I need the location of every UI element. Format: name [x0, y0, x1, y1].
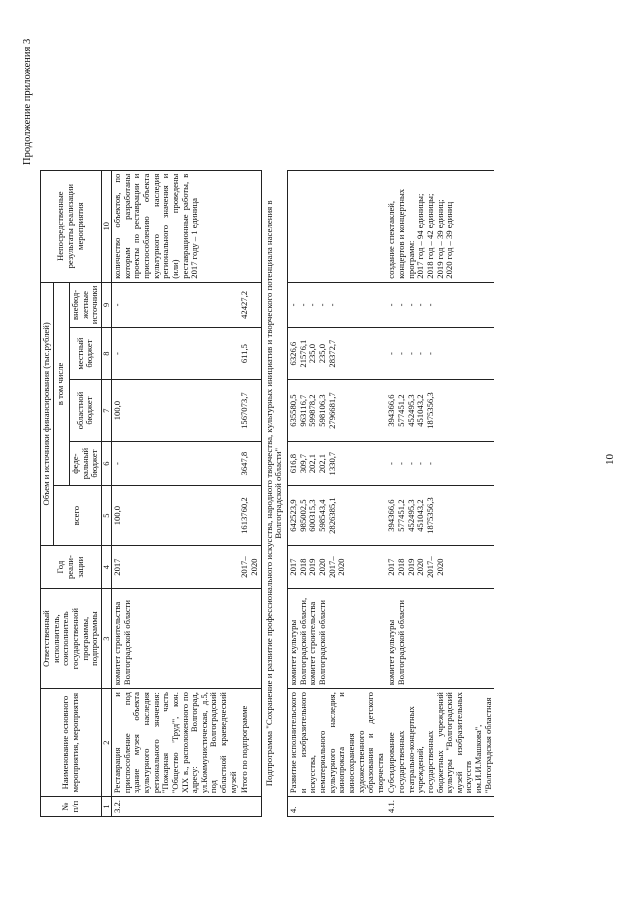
header-funding: Объем и источники финансирования (тыс.рублей): [41, 282, 54, 545]
row-num: 3.2.: [112, 797, 240, 817]
subtotal-federal: 3647,8: [239, 442, 261, 486]
row-local: 6326,6 21576,1 235,0 235,0 28372,7: [288, 328, 387, 380]
col-number: 3: [101, 589, 111, 689]
subtotal-year: 2017–2020: [239, 546, 261, 589]
row-extrabudget: -: [112, 282, 240, 327]
subtotal-local: 611,5: [239, 328, 261, 380]
row-total: 642523,9 985002,5 600315,3 598543,4 2826385,1: [288, 486, 387, 546]
header-including: в том числе: [53, 282, 69, 485]
header-local: местный бюджет: [69, 328, 101, 380]
table-row: [288, 170, 387, 816]
page-number: 10: [604, 454, 616, 465]
row-name: Субсидирование государственных театрально-концертных учреждений, государственных бюджетных учреждений культуры "Волгоградский музей изобразительных искусств им.И.И.Машкова", "Волгоградская областная: [386, 689, 494, 797]
row-extrabudget: - - - - -: [386, 282, 494, 327]
row-years: 2017 2018 2019 2020 2017–2020: [288, 546, 387, 589]
row-responsible: комитет строительства Волгоградской области: [112, 589, 240, 689]
subtotal-total: 1613760,2: [239, 486, 261, 546]
row-regional: 100,0: [112, 380, 240, 442]
col-number: 6: [101, 442, 111, 486]
subprogram-title: Подпрограмма "Сохранение и развитие профессионального искусства, народного творчества, культурных инициатив и творческого потенциала населения в Волгоградской области": [261, 170, 288, 816]
header-results: Непосредственные результаты реализации мероприятия: [41, 170, 102, 282]
row-federal: -: [112, 442, 240, 486]
subtotal-regional: 1567073,7: [239, 380, 261, 442]
program-table: [40, 170, 494, 817]
subtotal-label: Итого по подпрограмме: [239, 689, 261, 797]
col-number: 2: [101, 689, 111, 797]
row-extrabudget: - - - - -: [288, 282, 387, 327]
row-result: количество объектов, по которым разработаны проекты по реставрации и приспособлению объекта культурного наследия регионального значения и (или) проведены реставрационные работы, в 2017 году – 1 единица: [112, 170, 240, 282]
table-row: [112, 170, 240, 816]
row-local: - - - - -: [386, 328, 494, 380]
col-number: 5: [101, 486, 111, 546]
row-responsible: комитет культуры Волгоградской области, комитет строительства Волгоградской области: [288, 589, 387, 689]
header-total: всего: [53, 486, 101, 546]
header-name: Наименование основного мероприятия, мероприятия: [41, 689, 102, 797]
row-regional: 635580,5 963116,7 599878,2 598106,3 2796681,7: [288, 380, 387, 442]
row-federal: 616,8 309,7 202,1 202,1 1330,7: [288, 442, 387, 486]
row-federal: - - - - -: [386, 442, 494, 486]
subtotal-extrabudget: 42427,2: [239, 282, 261, 327]
row-name: Реставрация и приспособление под здание музея объекта культурного наследия регионального значения: "Пожарная часть "Общество 'Труд'", кон. XIX в., расположенного по адресу: Волгоград, ул.Коммунистическая, д.5, под Волгоградский областной краеведческий музей: [112, 689, 240, 797]
row-years: 2017 2018 2019 2020 2017–2020: [386, 546, 494, 589]
subprogram-heading-row: [261, 170, 288, 816]
row-name: Развитие исполнительского и изобразительного искусства, нематериального культурного наследия, кинопроката и киносохранения художественного образования и детского творчества: [288, 689, 387, 797]
header-year: Год реали-зации: [41, 546, 102, 589]
row-total: 394366,6 577451,2 452495,3 451043,2 1875356,3: [386, 486, 494, 546]
header-num: № п/п: [41, 797, 102, 817]
row-year: 2017: [112, 546, 240, 589]
row-num: 4.: [288, 797, 387, 817]
row-result: создание спектаклей, концертов и концертных программ: 2017 год – 94 единицы; 2018 год – 42 единицы; 2019 год – 39 единиц; 2020 год – 39 единиц: [386, 170, 494, 282]
row-responsible: комитет культуры Волгоградской области: [386, 589, 494, 689]
col-number: 7: [101, 380, 111, 442]
header-federal: феде-ральный бюджет: [69, 442, 101, 486]
row-result: [288, 170, 387, 282]
col-number: 10: [101, 170, 111, 282]
row-regional: 394366,6 577451,2 452495,3 451043,2 1875356,3: [386, 380, 494, 442]
row-total: 100,0: [112, 486, 240, 546]
header-regional: областной бюджет: [69, 380, 101, 442]
continuation-label: Продолжение приложения 3: [22, 38, 33, 165]
col-number: 4: [101, 546, 111, 589]
row-num: 4.1.: [386, 797, 494, 817]
header-responsible: Ответственный исполнитель, соисполнитель государственной программы, подпрограммы: [41, 589, 102, 689]
subtotal-row: [239, 170, 261, 816]
col-number: 9: [101, 282, 111, 327]
col-number: 8: [101, 328, 111, 380]
table-row: [386, 170, 494, 816]
header-extrabudget: внебюд-жетные источники: [69, 282, 101, 327]
col-number: 1: [101, 797, 111, 817]
row-local: -: [112, 328, 240, 380]
